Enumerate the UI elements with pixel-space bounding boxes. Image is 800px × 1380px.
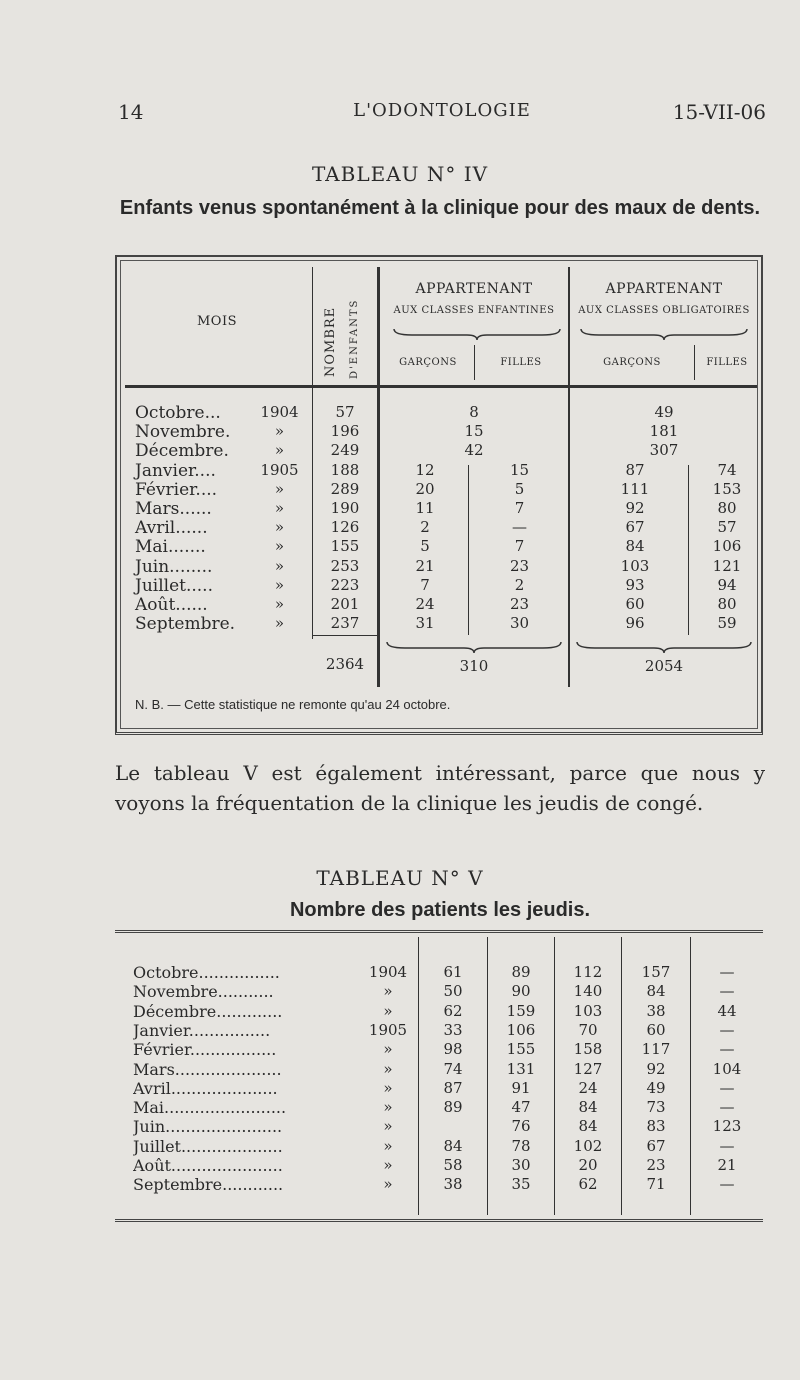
value-cell: 104	[712, 1059, 742, 1078]
table-row	[117, 422, 765, 441]
obl-filles-cell: 80	[717, 595, 737, 613]
obl-garcons-cell: 84	[625, 537, 645, 556]
value-cell: —	[719, 1098, 735, 1117]
table-row	[117, 518, 765, 537]
value-cell: 33	[443, 1020, 463, 1039]
value-cell: 74	[443, 1059, 463, 1078]
value-cell: 60	[646, 1020, 666, 1039]
value-cell: 157	[641, 963, 671, 981]
total-cell: 57	[335, 403, 355, 421]
body-paragraph: Le tableau V est également intéressant, parce que nous y voyons la fréquentation de la clinique les jeudis de congé.	[115, 761, 765, 815]
value-cell: 91	[511, 1078, 531, 1097]
value-cell: —	[719, 1175, 735, 1194]
enf-garcons-cell: 5	[420, 537, 430, 556]
value-cell: 47	[511, 1098, 531, 1117]
value-cell: 87	[443, 1078, 463, 1097]
total-cell: 289	[330, 479, 360, 498]
value-cell: 58	[443, 1156, 463, 1174]
value-cell: 84	[578, 1098, 598, 1117]
header-filles-1: FILLES	[500, 357, 542, 368]
table-row	[115, 1117, 763, 1135]
value-cell: 84	[646, 982, 666, 1001]
value-cell: 76	[511, 1117, 531, 1136]
month-cell: Août......................	[133, 1156, 283, 1175]
value-cell: 140	[573, 982, 603, 1001]
obl-garcons-cell: 67	[625, 518, 645, 537]
table-row	[117, 499, 765, 518]
month-cell: Mai........................	[133, 1098, 287, 1118]
table5	[115, 930, 763, 1222]
obl-filles-cell: 153	[712, 479, 742, 498]
value-cell: 24	[578, 1078, 598, 1097]
year-cell: »	[274, 556, 285, 575]
value-cell: 50	[443, 982, 463, 1001]
obligatoires-cell: 49	[654, 403, 674, 421]
value-cell: 112	[573, 963, 603, 981]
year-cell: »	[383, 1175, 393, 1194]
month-cell: Juin.......................	[133, 1117, 283, 1137]
year-cell: »	[274, 441, 285, 460]
value-cell: 159	[506, 1001, 536, 1020]
enf-filles-cell: 5	[514, 479, 525, 498]
month-cell: Juillet.....	[135, 575, 213, 596]
value-cell: —	[719, 982, 735, 1001]
value-cell: 89	[511, 963, 531, 981]
obl-garcons-cell: 60	[625, 595, 645, 613]
year-cell: »	[383, 1078, 393, 1097]
value-cell: 21	[717, 1156, 737, 1174]
value-cell: 117	[641, 1040, 671, 1059]
month-cell: Décembre.	[135, 441, 229, 462]
header-group1-top: APPARTENANT	[415, 281, 533, 297]
year-cell: »	[383, 1059, 393, 1078]
total-brace	[385, 640, 563, 654]
month-cell: Mars......	[135, 499, 212, 519]
table-row	[115, 982, 763, 1000]
obl-garcons-cell: 87	[625, 460, 645, 479]
year-cell: »	[274, 499, 285, 517]
month-cell: Janvier................	[133, 1020, 271, 1040]
table-row	[117, 576, 765, 595]
table-row	[115, 1002, 763, 1020]
table-row	[115, 1175, 763, 1193]
value-cell: 35	[511, 1175, 531, 1194]
month-cell: Octobre...	[135, 403, 221, 423]
month-cell: Août......	[135, 595, 208, 615]
value-cell: —	[719, 1020, 735, 1039]
total-cell: 253	[330, 556, 360, 575]
value-cell: 30	[511, 1156, 531, 1174]
month-cell: Mai.......	[135, 537, 206, 558]
year-cell: 1904	[260, 403, 299, 421]
value-cell: 70	[578, 1020, 598, 1039]
enf-filles-cell: 30	[509, 614, 530, 633]
month-cell: Avril.....................	[133, 1078, 278, 1098]
value-cell: 92	[646, 1059, 666, 1078]
value-cell: 20	[578, 1156, 598, 1174]
year-cell: »	[383, 982, 393, 1001]
obl-garcons-cell: 92	[625, 499, 645, 517]
year-cell: »	[274, 518, 285, 537]
value-cell: —	[719, 963, 735, 981]
enf-garcons-cell: 7	[420, 575, 430, 594]
value-cell: 102	[573, 1136, 603, 1155]
enf-garcons-cell: 2	[420, 518, 430, 537]
month-cell: Février.................	[133, 1040, 277, 1060]
value-cell: 158	[573, 1040, 603, 1059]
enfantines-cell: 42	[464, 441, 484, 460]
value-cell: 106	[506, 1020, 536, 1039]
value-cell: 62	[578, 1175, 598, 1194]
rule	[125, 385, 757, 388]
table-row	[115, 1098, 763, 1116]
enf-filles-cell: 15	[509, 460, 530, 479]
value-cell: 131	[506, 1059, 536, 1078]
month-cell: Septembre............	[133, 1175, 284, 1195]
header-filles-2: FILLES	[706, 357, 748, 368]
enf-filles-cell: 23	[509, 556, 530, 575]
total-enfantines: 310	[459, 657, 489, 675]
enf-garcons-cell: 20	[415, 479, 435, 498]
value-cell: 84	[443, 1136, 463, 1155]
month-cell: Septembre.	[135, 614, 236, 635]
header-brace	[392, 327, 562, 341]
enf-garcons-cell: 21	[415, 556, 435, 575]
month-cell: Février....	[135, 479, 218, 500]
issue-date: 15-VII-06	[672, 100, 766, 124]
month-cell: Janvier....	[135, 460, 216, 481]
table-row	[117, 537, 765, 556]
year-cell: »	[274, 575, 285, 594]
total-children: 2364	[325, 655, 365, 673]
value-cell: 103	[573, 1001, 603, 1020]
obligatoires-cell: 181	[649, 422, 679, 441]
year-cell: »	[274, 422, 285, 441]
value-cell: —	[719, 1078, 735, 1097]
page-number: 14	[118, 100, 144, 124]
value-cell: 49	[646, 1078, 666, 1097]
month-cell: Juillet....................	[133, 1136, 283, 1156]
total-cell: 190	[330, 499, 360, 517]
enf-filles-cell: 7	[514, 537, 525, 556]
table5-title: TABLEAU N° V	[316, 866, 484, 890]
month-cell: Novembre.	[135, 422, 231, 443]
table-row	[115, 1079, 763, 1097]
obl-filles-cell: 59	[717, 614, 737, 633]
obl-filles-cell: 94	[717, 575, 737, 594]
header-enfants: D'ENFANTS	[349, 298, 360, 379]
header-garcons-1: GARÇONS	[399, 357, 457, 368]
month-cell: Octobre................	[133, 963, 280, 982]
year-cell: »	[383, 1156, 393, 1174]
value-cell: 23	[646, 1156, 666, 1174]
table-row	[115, 1021, 763, 1039]
header-group2-top: APPARTENANT	[605, 281, 723, 297]
table-row	[115, 963, 763, 981]
total-cell: 223	[330, 575, 360, 594]
enf-garcons-cell: 24	[415, 595, 435, 613]
value-cell: 123	[712, 1117, 742, 1136]
header-garcons-2: GARÇONS	[603, 357, 661, 368]
year-cell: »	[383, 1117, 393, 1136]
value-cell: 155	[506, 1040, 536, 1059]
enfantines-cell: 8	[469, 403, 479, 421]
header-group1-sub: AUX CLASSES ENFANTINES	[393, 305, 555, 316]
total-obligatoires: 2054	[644, 657, 684, 675]
header-brace	[579, 327, 749, 341]
value-cell: 127	[573, 1059, 603, 1078]
enf-garcons-cell: 31	[415, 614, 435, 633]
total-cell: 249	[330, 441, 360, 460]
table-row	[117, 441, 765, 460]
value-cell: 73	[646, 1098, 666, 1117]
value-cell: 84	[578, 1117, 598, 1136]
obligatoires-cell: 307	[649, 441, 679, 460]
enf-garcons-cell: 11	[415, 499, 435, 517]
value-cell: 38	[646, 1001, 666, 1020]
value-cell: 90	[511, 982, 531, 1001]
table-row	[115, 1137, 763, 1155]
total-cell: 237	[330, 614, 360, 633]
enf-filles-cell: 23	[509, 595, 530, 613]
enf-garcons-cell: 12	[415, 460, 435, 479]
total-cell: 126	[330, 518, 360, 537]
year-cell: »	[274, 479, 285, 498]
total-brace	[575, 640, 753, 654]
table4-note: N. B. — Cette statistique ne remonte qu'au 24 octobre.	[135, 697, 451, 712]
table-row	[115, 1156, 763, 1174]
month-cell: Avril......	[135, 518, 208, 539]
table-row	[117, 480, 765, 499]
value-cell: 89	[443, 1098, 463, 1117]
obl-garcons-cell: 103	[620, 556, 650, 575]
total-cell: 155	[330, 537, 360, 556]
year-cell: 1904	[368, 963, 408, 981]
value-cell: 44	[717, 1001, 737, 1020]
table-row	[117, 403, 765, 422]
year-cell: »	[383, 1098, 393, 1117]
year-cell: »	[383, 1040, 393, 1059]
value-cell: 71	[646, 1175, 666, 1194]
month-cell: Mars.....................	[133, 1059, 282, 1079]
value-cell: 67	[646, 1136, 666, 1155]
total-cell: 196	[330, 422, 360, 441]
obl-filles-cell: 80	[717, 499, 737, 517]
obl-filles-cell: 74	[717, 460, 737, 479]
table-row	[117, 557, 765, 576]
value-cell: 62	[443, 1001, 463, 1020]
enf-filles-cell: —	[512, 518, 527, 537]
enfantines-cell: 15	[464, 422, 484, 441]
enf-filles-cell: 7	[514, 499, 525, 517]
year-cell: »	[274, 614, 285, 633]
value-cell: 38	[443, 1175, 463, 1194]
value-cell: 83	[646, 1117, 666, 1136]
total-cell: 201	[330, 595, 360, 613]
table5-subtitle: Nombre des patients les jeudis.	[289, 899, 591, 921]
month-cell: Décembre.............	[133, 1001, 283, 1021]
month-cell: Juin........	[135, 556, 213, 577]
journal-title: L'ODONTOLOGIE	[353, 100, 531, 121]
value-cell: 61	[443, 963, 463, 981]
value-cell: 98	[443, 1040, 463, 1059]
year-cell: »	[383, 1136, 393, 1155]
table4	[115, 255, 763, 735]
value-cell: —	[719, 1136, 735, 1155]
table-row	[115, 1040, 763, 1058]
table-row	[115, 1060, 763, 1078]
year-cell: 1905	[368, 1020, 408, 1039]
obl-garcons-cell: 93	[625, 575, 645, 594]
year-cell: »	[274, 537, 285, 556]
year-cell: »	[383, 1001, 393, 1020]
header-nombre: NOMBRE	[323, 306, 338, 377]
obl-garcons-cell: 96	[625, 614, 645, 633]
table-row	[117, 614, 765, 633]
table-row	[117, 461, 765, 480]
year-cell: »	[274, 595, 285, 613]
obl-garcons-cell: 111	[620, 479, 650, 498]
header-group2-sub: AUX CLASSES OBLIGATOIRES	[578, 305, 750, 316]
obl-filles-cell: 57	[717, 518, 737, 537]
table4-title: TABLEAU N° IV	[311, 162, 489, 186]
table-row	[117, 595, 765, 614]
total-cell: 188	[330, 460, 360, 479]
obl-filles-cell: 106	[712, 537, 742, 556]
table4-subtitle: Enfants venus spontanément à la clinique pour des maux de dents.	[119, 197, 761, 219]
year-cell: 1905	[260, 460, 299, 479]
value-cell: —	[719, 1040, 735, 1059]
value-cell: 78	[511, 1136, 531, 1155]
enf-filles-cell: 2	[514, 575, 525, 594]
running-header	[118, 100, 766, 130]
obl-filles-cell: 121	[712, 556, 742, 575]
rule	[313, 635, 377, 636]
month-cell: Novembre...........	[133, 982, 274, 1002]
header-mois: MOIS	[196, 314, 237, 329]
